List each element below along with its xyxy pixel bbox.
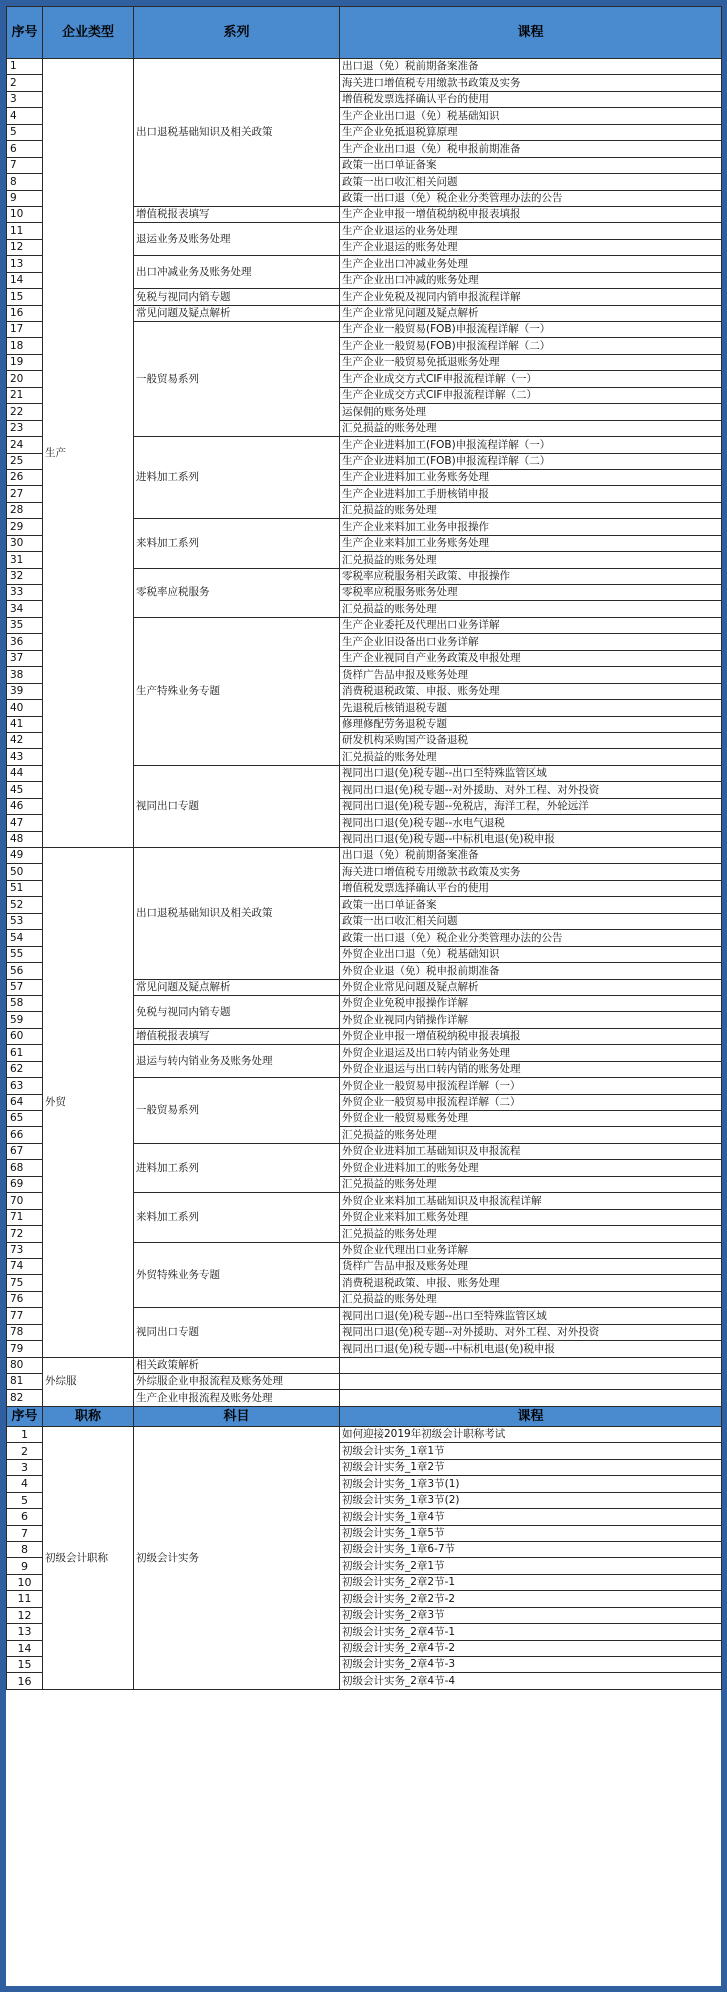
series-name: 一般贸易系列	[134, 322, 340, 437]
course-name: 外贸企业免税申报操作详解	[340, 995, 722, 1011]
row-number: 39	[7, 683, 43, 699]
row-number: 34	[7, 601, 43, 617]
course-name: 生产企业进料加工手册核销申报	[340, 486, 722, 502]
row-number: 69	[7, 1176, 43, 1192]
series-name: 出口退税基础知识及相关政策	[134, 59, 340, 207]
row-number: 16	[7, 305, 43, 321]
header-row	[7, 1406, 722, 1426]
series-name: 退运与转内销业务及账务处理	[134, 1045, 340, 1078]
row-number: 55	[7, 946, 43, 962]
row-number: 22	[7, 404, 43, 420]
course-name: 生产企业申报一增值税纳税申报表填报	[340, 206, 722, 222]
course-name: 初级会计实务_1章4节	[340, 1509, 722, 1525]
row-number: 77	[7, 1308, 43, 1324]
row-number: 46	[7, 798, 43, 814]
course-name: 视同出口退(免)税专题--对外援助、对外工程、对外投资	[340, 1324, 722, 1340]
table-row	[7, 1357, 722, 1373]
course-name: 生产企业一般贸易免抵退账务处理	[340, 354, 722, 370]
row-number: 3	[7, 91, 43, 107]
row-number: 24	[7, 437, 43, 453]
row-number: 49	[7, 848, 43, 864]
enterprise-type: 外综服	[43, 1357, 134, 1406]
row-number: 67	[7, 1143, 43, 1159]
row-number: 23	[7, 420, 43, 436]
row-number: 9	[7, 1558, 43, 1574]
course-name: 外贸企业视同内销操作详解	[340, 1012, 722, 1028]
course-name: 消费税退税政策、申报、账务处理	[340, 683, 722, 699]
row-number: 32	[7, 568, 43, 584]
course-name: 生产企业成交方式CIF申报流程详解（二）	[340, 387, 722, 403]
course-sheet	[6, 6, 721, 1986]
course-name: 视同出口退(免)税专题--中标机电退(免)税申报	[340, 1341, 722, 1357]
course-name: 外贸企业一般贸易申报流程详解（一）	[340, 1078, 722, 1094]
course-name: 视同出口退(免)税专题--出口至特殊监管区域	[340, 1308, 722, 1324]
row-number: 21	[7, 387, 43, 403]
row-number: 4	[7, 1476, 43, 1492]
course-name: 如何迎接2019年初级会计职称考试	[340, 1426, 722, 1442]
row-number: 30	[7, 535, 43, 551]
course-name: 初级会计实务_1章3节(1)	[340, 1476, 722, 1492]
course-name: 外贸企业出口退（免）税基础知识	[340, 946, 722, 962]
row-number: 41	[7, 716, 43, 732]
course-name: 生产企业视同自产业务政策及申报处理	[340, 650, 722, 666]
row-number: 33	[7, 585, 43, 601]
course-name: 出口退（免）税前期备案准备	[340, 59, 722, 75]
row-number: 78	[7, 1324, 43, 1340]
course-name: 生产企业出口冲减业务处理	[340, 256, 722, 272]
row-number: 16	[7, 1673, 43, 1689]
row-number: 52	[7, 897, 43, 913]
series-name: 外综服企业申报流程及账务处理	[134, 1374, 340, 1390]
series-name: 免税与视同内销专题	[134, 995, 340, 1028]
course-name: 汇兑损益的账务处理	[340, 1291, 722, 1307]
course-name: 初级会计实务_2章1节	[340, 1558, 722, 1574]
table-row	[7, 848, 722, 864]
series-name: 增值税报表填写	[134, 206, 340, 222]
course-name: 外贸企业退运及出口转内销业务处理	[340, 1045, 722, 1061]
row-number: 79	[7, 1341, 43, 1357]
series-name: 增值税报表填写	[134, 1028, 340, 1044]
row-number: 44	[7, 765, 43, 781]
table-row	[7, 1426, 722, 1442]
header-type: 职称	[43, 1406, 134, 1426]
course-name: 生产企业委托及代理出口业务详解	[340, 617, 722, 633]
course-name: 生产企业一般贸易(FOB)申报流程详解（二）	[340, 338, 722, 354]
course-name: 初级会计实务_1章6-7节	[340, 1541, 722, 1557]
header-index: 序号	[7, 7, 43, 59]
row-number: 2	[7, 75, 43, 91]
row-number: 60	[7, 1028, 43, 1044]
course-name: 生产企业出口退（免）税申报前期准备	[340, 141, 722, 157]
row-number: 13	[7, 1624, 43, 1640]
series-name: 进料加工系列	[134, 437, 340, 519]
row-number: 11	[7, 223, 43, 239]
course-name: 外贸企业申报一增值税纳税申报表填报	[340, 1028, 722, 1044]
course-name: 出口退（免）税前期备案准备	[340, 848, 722, 864]
course-name: 视同出口退(免)税专题--水电气退税	[340, 815, 722, 831]
course-name: 政策一出口单证备案	[340, 157, 722, 173]
row-number: 68	[7, 1160, 43, 1176]
row-number: 64	[7, 1094, 43, 1110]
course-name	[340, 1390, 722, 1406]
row-number: 74	[7, 1258, 43, 1274]
enterprise-type: 外贸	[43, 848, 134, 1358]
row-number: 54	[7, 930, 43, 946]
row-number: 14	[7, 272, 43, 288]
course-name: 汇兑损益的账务处理	[340, 601, 722, 617]
course-name: 初级会计实务_2章4节-4	[340, 1673, 722, 1689]
course-name: 先退税后核销退税专题	[340, 700, 722, 716]
row-number: 19	[7, 354, 43, 370]
course-name: 汇兑损益的账务处理	[340, 1176, 722, 1192]
row-number: 51	[7, 880, 43, 896]
row-number: 59	[7, 1012, 43, 1028]
course-name: 生产企业旧设备出口业务详解	[340, 634, 722, 650]
course-name	[340, 1374, 722, 1390]
course-name: 初级会计实务_2章3节	[340, 1607, 722, 1623]
row-number: 8	[7, 174, 43, 190]
row-number: 48	[7, 831, 43, 847]
course-name: 外贸企业退运与出口转内销的账务处理	[340, 1061, 722, 1077]
course-name: 零税率应税服务相关政策、申报操作	[340, 568, 722, 584]
series-name: 免税与视同内销专题	[134, 289, 340, 305]
course-name: 外贸企业常见问题及疑点解析	[340, 979, 722, 995]
series-name: 生产特殊业务专题	[134, 617, 340, 765]
row-number: 13	[7, 256, 43, 272]
course-name: 生产企业来料加工业务账务处理	[340, 535, 722, 551]
row-number: 20	[7, 371, 43, 387]
row-number: 37	[7, 650, 43, 666]
course-name: 初级会计实务_2章4节-3	[340, 1657, 722, 1673]
row-number: 1	[7, 1426, 43, 1442]
row-number: 10	[7, 206, 43, 222]
row-number: 76	[7, 1291, 43, 1307]
row-number: 17	[7, 322, 43, 338]
course-name: 生产企业进料加工业务账务处理	[340, 469, 722, 485]
row-number: 10	[7, 1574, 43, 1590]
row-number: 56	[7, 963, 43, 979]
course-name: 政策一出口退（免）税企业分类管理办法的公告	[340, 930, 722, 946]
row-number: 14	[7, 1640, 43, 1656]
row-number: 3	[7, 1459, 43, 1475]
row-number: 73	[7, 1242, 43, 1258]
course-name: 视同出口退(免)税专题--对外援助、对外工程、对外投资	[340, 782, 722, 798]
course-name: 货样广告品申报及账务处理	[340, 1258, 722, 1274]
row-number: 57	[7, 979, 43, 995]
course-name: 增值税发票选择确认平台的使用	[340, 91, 722, 107]
row-number: 27	[7, 486, 43, 502]
row-number: 5	[7, 1492, 43, 1508]
row-number: 58	[7, 995, 43, 1011]
row-number: 7	[7, 1525, 43, 1541]
course-name	[340, 1357, 722, 1373]
row-number: 35	[7, 617, 43, 633]
course-name: 初级会计实务_1章1节	[340, 1443, 722, 1459]
series-name: 视同出口专题	[134, 1308, 340, 1357]
row-number: 12	[7, 1607, 43, 1623]
row-number: 6	[7, 141, 43, 157]
course-name: 生产企业成交方式CIF申报流程详解（一）	[340, 371, 722, 387]
row-number: 6	[7, 1509, 43, 1525]
course-name: 外贸企业进料加工基础知识及申报流程	[340, 1143, 722, 1159]
course-name: 消费税退税政策、申报、账务处理	[340, 1275, 722, 1291]
row-number: 47	[7, 815, 43, 831]
course-name: 政策一出口退（免）税企业分类管理办法的公告	[340, 190, 722, 206]
course-name: 初级会计实务_1章3节(2)	[340, 1492, 722, 1508]
course-name: 研发机构采购国产设备退税	[340, 732, 722, 748]
series-name: 常见问题及疑点解析	[134, 305, 340, 321]
course-name: 生产企业免抵退税算原理	[340, 124, 722, 140]
header-course: 课程	[340, 7, 722, 59]
row-number: 80	[7, 1357, 43, 1373]
header-course: 课程	[340, 1406, 722, 1426]
enterprise-type: 生产	[43, 59, 134, 848]
header-series: 系列	[134, 7, 340, 59]
course-name: 生产企业进料加工(FOB)申报流程详解（二）	[340, 453, 722, 469]
course-name: 初级会计实务_2章2节-1	[340, 1574, 722, 1590]
row-number: 36	[7, 634, 43, 650]
series-name: 零税率应税服务	[134, 568, 340, 617]
course-name: 修理修配劳务退税专题	[340, 716, 722, 732]
row-number: 38	[7, 667, 43, 683]
row-number: 50	[7, 864, 43, 880]
course-name: 初级会计实务_1章5节	[340, 1525, 722, 1541]
row-number: 31	[7, 552, 43, 568]
course-name: 视同出口退(免)税专题--免税店，海洋工程，外轮远洋	[340, 798, 722, 814]
course-name: 外贸企业一般贸易申报流程详解（二）	[340, 1094, 722, 1110]
row-number: 9	[7, 190, 43, 206]
course-name: 生产企业进料加工(FOB)申报流程详解（一）	[340, 437, 722, 453]
course-name: 生产企业出口退（免）税基础知识	[340, 108, 722, 124]
course-name: 零税率应税服务账务处理	[340, 585, 722, 601]
course-name: 政策一出口单证备案	[340, 897, 722, 913]
header-series: 科目	[134, 1406, 340, 1426]
table-row	[7, 59, 722, 75]
row-number: 43	[7, 749, 43, 765]
row-number: 66	[7, 1127, 43, 1143]
job-title: 初级会计职称	[43, 1426, 134, 1689]
course-name: 汇兑损益的账务处理	[340, 1127, 722, 1143]
header-type: 企业类型	[43, 7, 134, 59]
row-number: 45	[7, 782, 43, 798]
course-name: 增值税发票选择确认平台的使用	[340, 880, 722, 896]
course-name: 生产企业退运的业务处理	[340, 223, 722, 239]
row-number: 61	[7, 1045, 43, 1061]
course-name: 海关进口增值税专用缴款书政策及实务	[340, 864, 722, 880]
header-row	[7, 7, 722, 59]
series-name: 退运业务及账务处理	[134, 223, 340, 256]
row-number: 12	[7, 239, 43, 255]
row-number: 70	[7, 1193, 43, 1209]
course-name: 初级会计实务_2章4节-1	[340, 1624, 722, 1640]
course-name: 汇兑损益的账务处理	[340, 502, 722, 518]
row-number: 5	[7, 124, 43, 140]
course-name: 海关进口增值税专用缴款书政策及实务	[340, 75, 722, 91]
course-name: 汇兑损益的账务处理	[340, 1226, 722, 1242]
row-number: 62	[7, 1061, 43, 1077]
course-name: 政策一出口收汇相关问题	[340, 913, 722, 929]
header-index: 序号	[7, 1406, 43, 1426]
series-name: 视同出口专题	[134, 765, 340, 847]
course-name: 初级会计实务_1章2节	[340, 1459, 722, 1475]
row-number: 11	[7, 1591, 43, 1607]
course-name: 外贸企业来料加工账务处理	[340, 1209, 722, 1225]
course-name: 外贸企业退（免）税申报前期准备	[340, 963, 722, 979]
row-number: 82	[7, 1390, 43, 1406]
series-name: 生产企业申报流程及账务处理	[134, 1390, 340, 1406]
row-number: 7	[7, 157, 43, 173]
subject-name: 初级会计实务	[134, 1426, 340, 1689]
series-name: 常见问题及疑点解析	[134, 979, 340, 995]
course-name: 视同出口退(免)税专题--中标机电退(免)税申报	[340, 831, 722, 847]
series-name: 相关政策解析	[134, 1357, 340, 1373]
course-name: 外贸企业来料加工基础知识及申报流程详解	[340, 1193, 722, 1209]
series-name: 进料加工系列	[134, 1143, 340, 1192]
series-name: 外贸特殊业务专题	[134, 1242, 340, 1308]
row-number: 4	[7, 108, 43, 124]
course-name: 运保佣的账务处理	[340, 404, 722, 420]
course-name: 生产企业退运的账务处理	[340, 239, 722, 255]
row-number: 42	[7, 732, 43, 748]
series-name: 一般贸易系列	[134, 1078, 340, 1144]
course-name: 生产企业来料加工业务申报操作	[340, 519, 722, 535]
row-number: 72	[7, 1226, 43, 1242]
course-name: 生产企业出口冲减的账务处理	[340, 272, 722, 288]
row-number: 71	[7, 1209, 43, 1225]
course-name: 外贸企业进料加工的账务处理	[340, 1160, 722, 1176]
course-name: 初级会计实务_2章4节-2	[340, 1640, 722, 1656]
course-name: 视同出口退(免)税专题--出口至特殊监管区域	[340, 765, 722, 781]
course-name: 汇兑损益的账务处理	[340, 552, 722, 568]
course-name: 外贸企业代理出口业务详解	[340, 1242, 722, 1258]
course-name: 生产企业一般贸易(FOB)申报流程详解（一）	[340, 322, 722, 338]
course-name: 汇兑损益的账务处理	[340, 420, 722, 436]
series-name: 出口冲减业务及账务处理	[134, 256, 340, 289]
series-name: 来料加工系列	[134, 1193, 340, 1242]
course-name: 汇兑损益的账务处理	[340, 749, 722, 765]
row-number: 18	[7, 338, 43, 354]
series-name: 出口退税基础知识及相关政策	[134, 848, 340, 980]
course-name: 生产企业免税及视同内销申报流程详解	[340, 289, 722, 305]
course-name: 初级会计实务_2章2节-2	[340, 1591, 722, 1607]
row-number: 2	[7, 1443, 43, 1459]
row-number: 26	[7, 469, 43, 485]
series-name: 来料加工系列	[134, 519, 340, 568]
row-number: 81	[7, 1374, 43, 1390]
row-number: 65	[7, 1111, 43, 1127]
course-name: 货样广告品申报及账务处理	[340, 667, 722, 683]
row-number: 29	[7, 519, 43, 535]
row-number: 25	[7, 453, 43, 469]
course-table	[6, 6, 722, 1690]
course-name: 外贸企业一般贸易账务处理	[340, 1111, 722, 1127]
row-number: 15	[7, 289, 43, 305]
row-number: 15	[7, 1657, 43, 1673]
row-number: 1	[7, 59, 43, 75]
row-number: 53	[7, 913, 43, 929]
row-number: 75	[7, 1275, 43, 1291]
row-number: 63	[7, 1078, 43, 1094]
row-number: 8	[7, 1541, 43, 1557]
row-number: 40	[7, 700, 43, 716]
row-number: 28	[7, 502, 43, 518]
course-name: 政策一出口收汇相关问题	[340, 174, 722, 190]
course-name: 生产企业常见问题及疑点解析	[340, 305, 722, 321]
